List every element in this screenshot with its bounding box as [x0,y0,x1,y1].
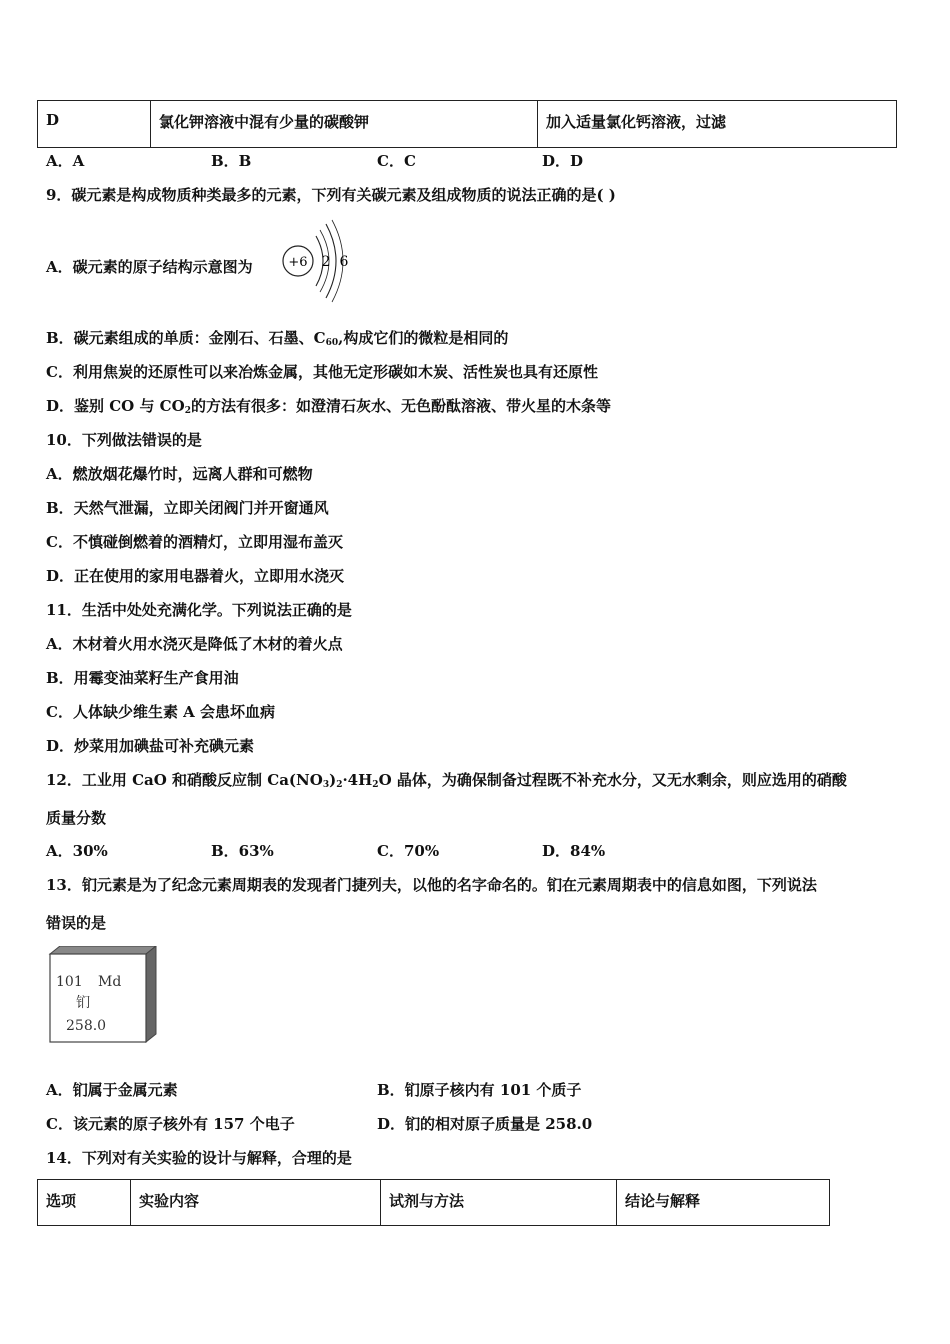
element-atomic-mass: 258.0 [66,1018,107,1034]
element-atomic-number: 101 [56,974,83,990]
answer-table-row-d [37,100,897,148]
q12-option-b: B．63% [211,842,274,860]
atom-structure-diagram [280,218,360,304]
q9-option-a: A．碳元素的原子结构示意图为 [46,258,253,276]
q10-option-c: C．不慎碰倒燃着的酒精灯，立即用湿布盖灭 [46,533,343,551]
q14-header-content: 实验内容 [131,1180,381,1226]
table-cell-method: 加入适量氯化钙溶液，过滤 [538,101,897,148]
atom-shell1-count: 2 [321,254,331,270]
q12-option-d: D．84% [542,842,606,860]
q8-option-b: B．B [211,152,252,170]
q9-b-subscript: 60 [325,338,339,348]
q9-stem: 9．碳元素是构成物质种类最多的元素，下列有关碳元素及组成物质的说法正确的是( ) [46,186,616,204]
q11-stem: 11．生活中处处充满化学。下列说法正确的是 [46,601,352,619]
q11-option-d: D．炒菜用加碘盐可补充碘元素 [46,737,255,755]
q12-stem-part1: 12．工业用 CaO 和硝酸反应制 Ca(NO [46,771,323,789]
q9-option-d [46,396,611,421]
q14-stem: 14．下列对有关实验的设计与解释，合理的是 [46,1149,352,1167]
q9-option-b [46,328,508,353]
q12-stem-part2: ) [329,771,337,789]
q11-option-b: B．用霉变油菜籽生产食用油 [46,669,239,687]
q12-option-c: C．70% [377,842,440,860]
q8-option-c: C．C [377,152,416,170]
q12-stem-part4: O 晶体，为确保制备过程既不补充水分，又无水剩余，则应选用的硝酸 [378,771,847,789]
element-name: 钔 [76,995,90,1011]
q14-table-header [37,1179,830,1226]
q12-stem-line2: 质量分数 [46,809,107,827]
q13-option-d: D．钔的相对原子质量是 258.0 [377,1115,593,1133]
q10-option-d: D．正在使用的家用电器着火，立即用水浇灭 [46,567,345,585]
table-cell-content: 氯化钾溶液中混有少量的碳酸钾 [151,101,538,148]
q14-header-conclusion: 结论与解释 [617,1180,830,1226]
q13-option-a: A．钔属于金属元素 [46,1081,178,1099]
q10-option-a: A．燃放烟花爆竹时，远离人群和可燃物 [46,465,313,483]
element-symbol: Md [98,974,122,990]
table-cell-option: D [38,101,151,148]
q14-header-method: 试剂与方法 [381,1180,617,1226]
q13-option-b: B．钔原子核内有 101 个质子 [377,1081,582,1099]
q10-stem: 10．下列做法错误的是 [46,431,202,449]
q10-option-b: B．天然气泄漏，立即关闭阀门并开窗通风 [46,499,329,517]
q11-option-c: C．人体缺少维生素 A 会患坏血病 [46,703,276,721]
q8-option-a: A．A [46,152,85,170]
q9-d-text-post: 的方法有很多：如澄清石灰水、无色酚酞溶液、带火星的木条等 [190,397,611,415]
q8-option-d: D．D [542,152,584,170]
q13-stem-line2: 错误的是 [46,914,107,932]
q9-b-text-pre: B．碳元素组成的单质：金刚石、石墨、C [46,329,326,347]
q12-sub2: 2 [336,780,343,790]
q12-sub1: 3 [322,780,330,790]
q13-option-c: C．该元素的原子核外有 157 个电子 [46,1115,295,1133]
atom-shell2-count: 6 [339,254,349,270]
q12-option-a: A．30% [46,842,108,860]
q12-stem [46,770,847,795]
atom-nucleus-label: +6 [288,255,308,270]
q13-stem: 13．钔元素是为了纪念元素周期表的发现者门捷列夫，以他的名字命名的。钔在元素周期表中的信息如图，下列说法 [46,876,817,894]
q11-option-a: A．木材着火用水浇灭是降低了木材的着火点 [46,635,343,653]
q12-stem-part3: ·4H [342,771,373,789]
q9-d-text-pre: D．鉴别 CO 与 CO [46,397,185,415]
q12-sub3: 2 [372,780,379,790]
q9-option-c: C．利用焦炭的还原性可以来冶炼金属，其他无定形碳如木炭、活性炭也具有还原性 [46,363,598,381]
q14-header-option: 选项 [38,1180,131,1226]
q9-b-text-post: ,构成它们的微粒是相同的 [338,329,509,347]
element-card-diagram [46,946,158,1046]
q9-d-subscript: 2 [184,406,191,416]
